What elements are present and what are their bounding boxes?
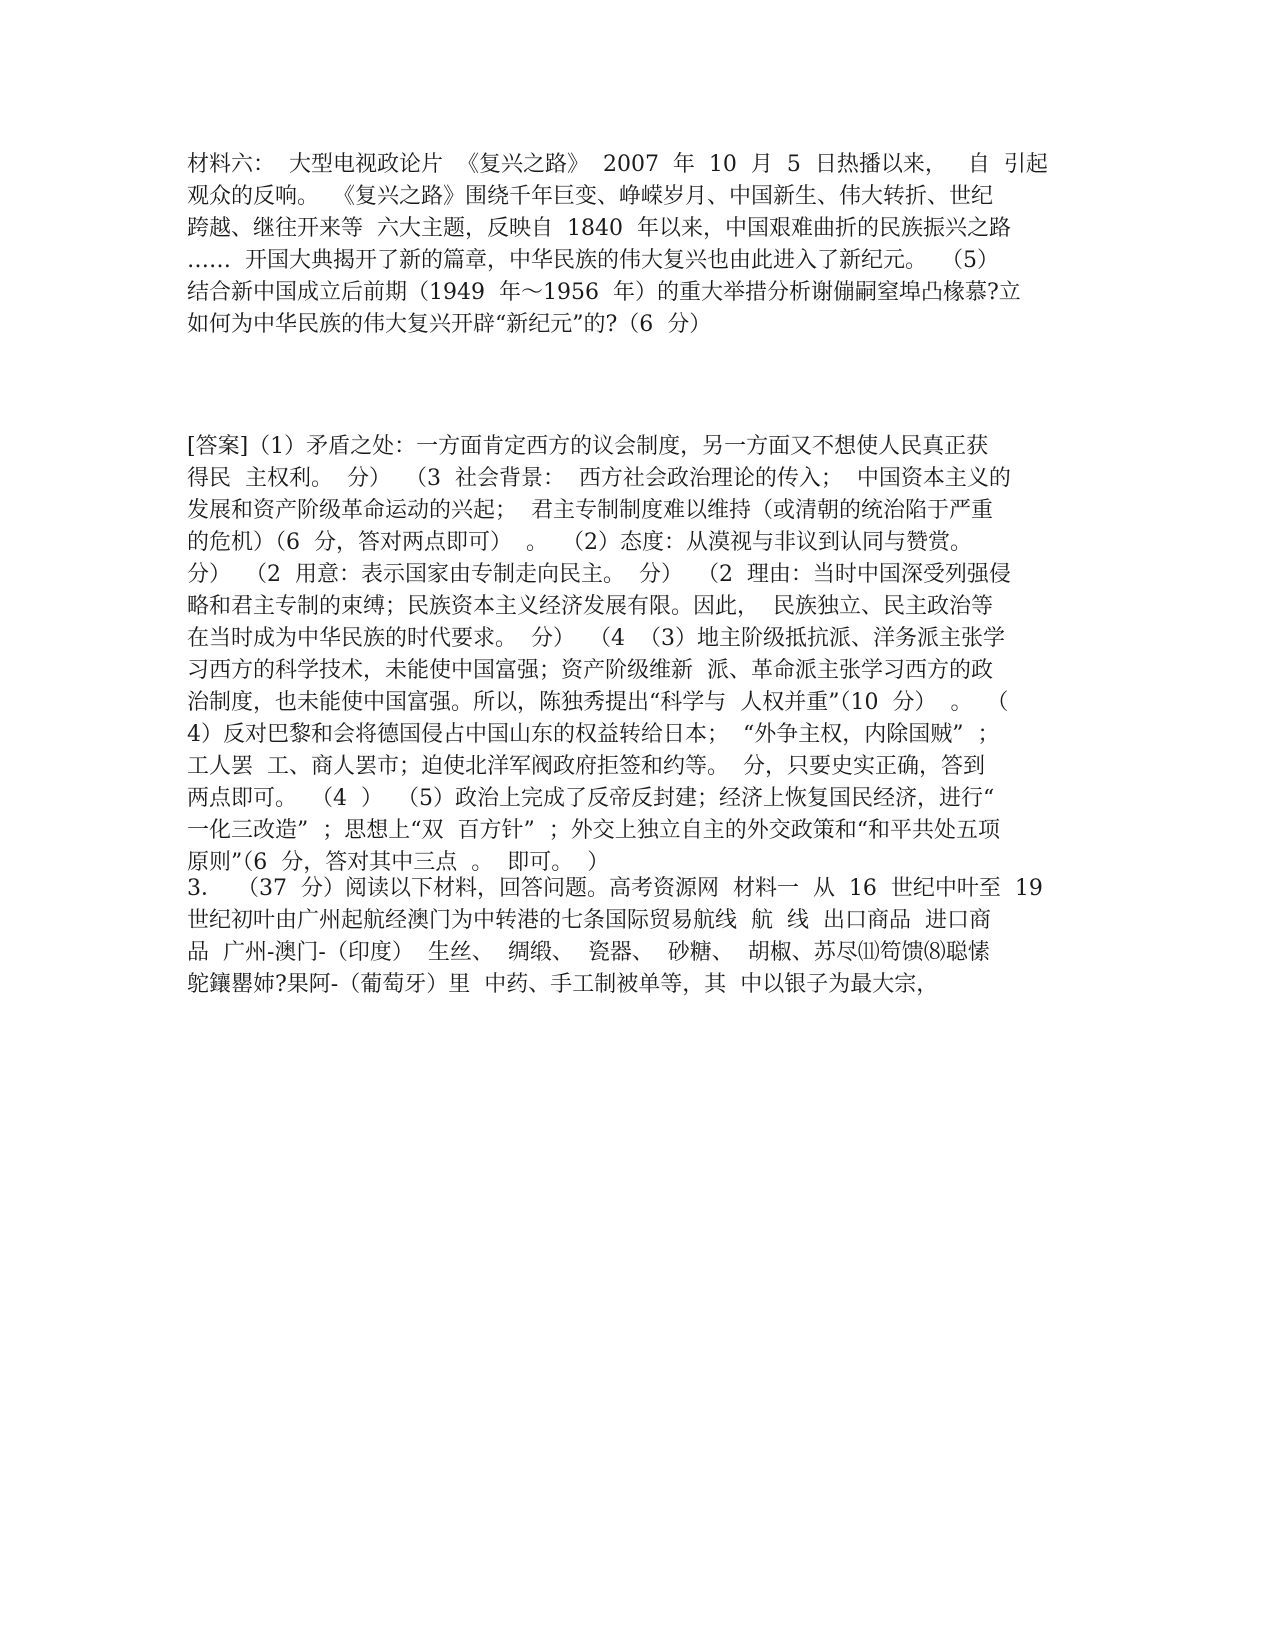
text-line: 发展和资产阶级革命运动的兴起； 君主专制制度难以维持（或清朝的统治陷于严重: [187, 498, 993, 523]
text-line: …… 开国大典揭开了新的篇章，中华民族的伟大复兴也由此进入了新纪元。 （5）: [187, 248, 999, 273]
text-line: [答案]（1）矛盾之处：一方面肯定西方的议会制度，另一方面又不想使人民真正获: [187, 434, 989, 459]
text-line: 结合新中国成立后前期（1949 年～1956 年）的重大举措分析谢傰嗣窒埠凸椽慕?立: [187, 280, 1021, 305]
text-line: 品 广州-澳门-（印度） 生丝、 绸缎、 瓷器、 砂糖、 胡椒、苏尽⑾笱馈⑻聪愫: [187, 940, 990, 965]
text-line: 习西方的科学技术，未能使中国富强；资产阶级维新 派、革命派主张学习西方的政: [187, 658, 993, 683]
material-six-paragraph: [187, 149, 1087, 341]
text-line: 材料六： 大型电视政论片 《复兴之路》 2007 年 10 月 5 日热播以来， 自 引起: [187, 152, 1048, 177]
text-line: 略和君主专制的束缚；民族资本主义经济发展有限。因此， 民族独立、民主政治等: [187, 594, 993, 619]
text-line: 得民 主权利。 分） （3 社会背景： 西方社会政治理论的传入； 中国资本主义的: [187, 466, 1011, 491]
text-line: 鸵鑲罌姉?果阿-（葡萄牙）里 中药、手工制被单等，其 中以银子为最大宗，: [187, 972, 939, 997]
text-line: 跨越、继往开来等 六大主题，反映自 1840 年以来，中国艰难曲折的民族振兴之路: [187, 216, 1011, 241]
question-three-paragraph: [187, 873, 1087, 1001]
text-line: 一化三改造” ；思想上“双 百方针” ；外交上独立自主的外交政策和“和平共处五项: [187, 818, 1000, 843]
text-line: 分） （2 用意：表示国家由专制走向民主。 分） （2 理由：当时中国深受列强侵: [187, 562, 1011, 587]
text-line: 在当时成为中华民族的时代要求。 分） （4 （3）地主阶级抵抗派、洋务派主张学: [187, 626, 1005, 651]
text-line: 世纪初叶由广州起航经澳门为中转港的七条国际贸易航线 航 线 出口商品 进口商: [187, 908, 991, 933]
text-line: 4）反对巴黎和会将德国侵占中国山东的权益转给日本； “外争主权，内除国贼” ；: [187, 722, 1000, 747]
text-line: 治制度，也未能使中国富强。所以，陈独秀提出“科学与 人权并重”（10 分） 。 （: [187, 690, 1009, 715]
text-line: 观众的反响。 《复兴之路》围绕千年巨变、峥嵘岁月、中国新生、伟大转折、世纪: [187, 184, 993, 209]
answer-paragraph: [187, 431, 1087, 879]
text-line: 两点即可。 （4 ） （5）政治上完成了反帝反封建；经济上恢复国民经济，进行“: [187, 786, 995, 811]
text-line: 3． （37 分）阅读以下材料，回答问题。高考资源网 材料一 从 16 世纪中叶至 19: [187, 876, 1043, 901]
text-line: 的危机）（6 分，答对两点即可） 。 （2）态度：从漠视与非议到认同与赞赏。: [187, 530, 972, 555]
text-line: 如何为中华民族的伟大复兴开辟“新纪元”的?（6 分）: [187, 312, 712, 337]
text-line: 原则”（6 分，答对其中三点 。 即可。 ）: [187, 850, 610, 875]
text-line: 工人罢 工、商人罢市；迫使北洋军阀政府拒签和约等。 分，只要史实正确，答到: [187, 754, 985, 779]
